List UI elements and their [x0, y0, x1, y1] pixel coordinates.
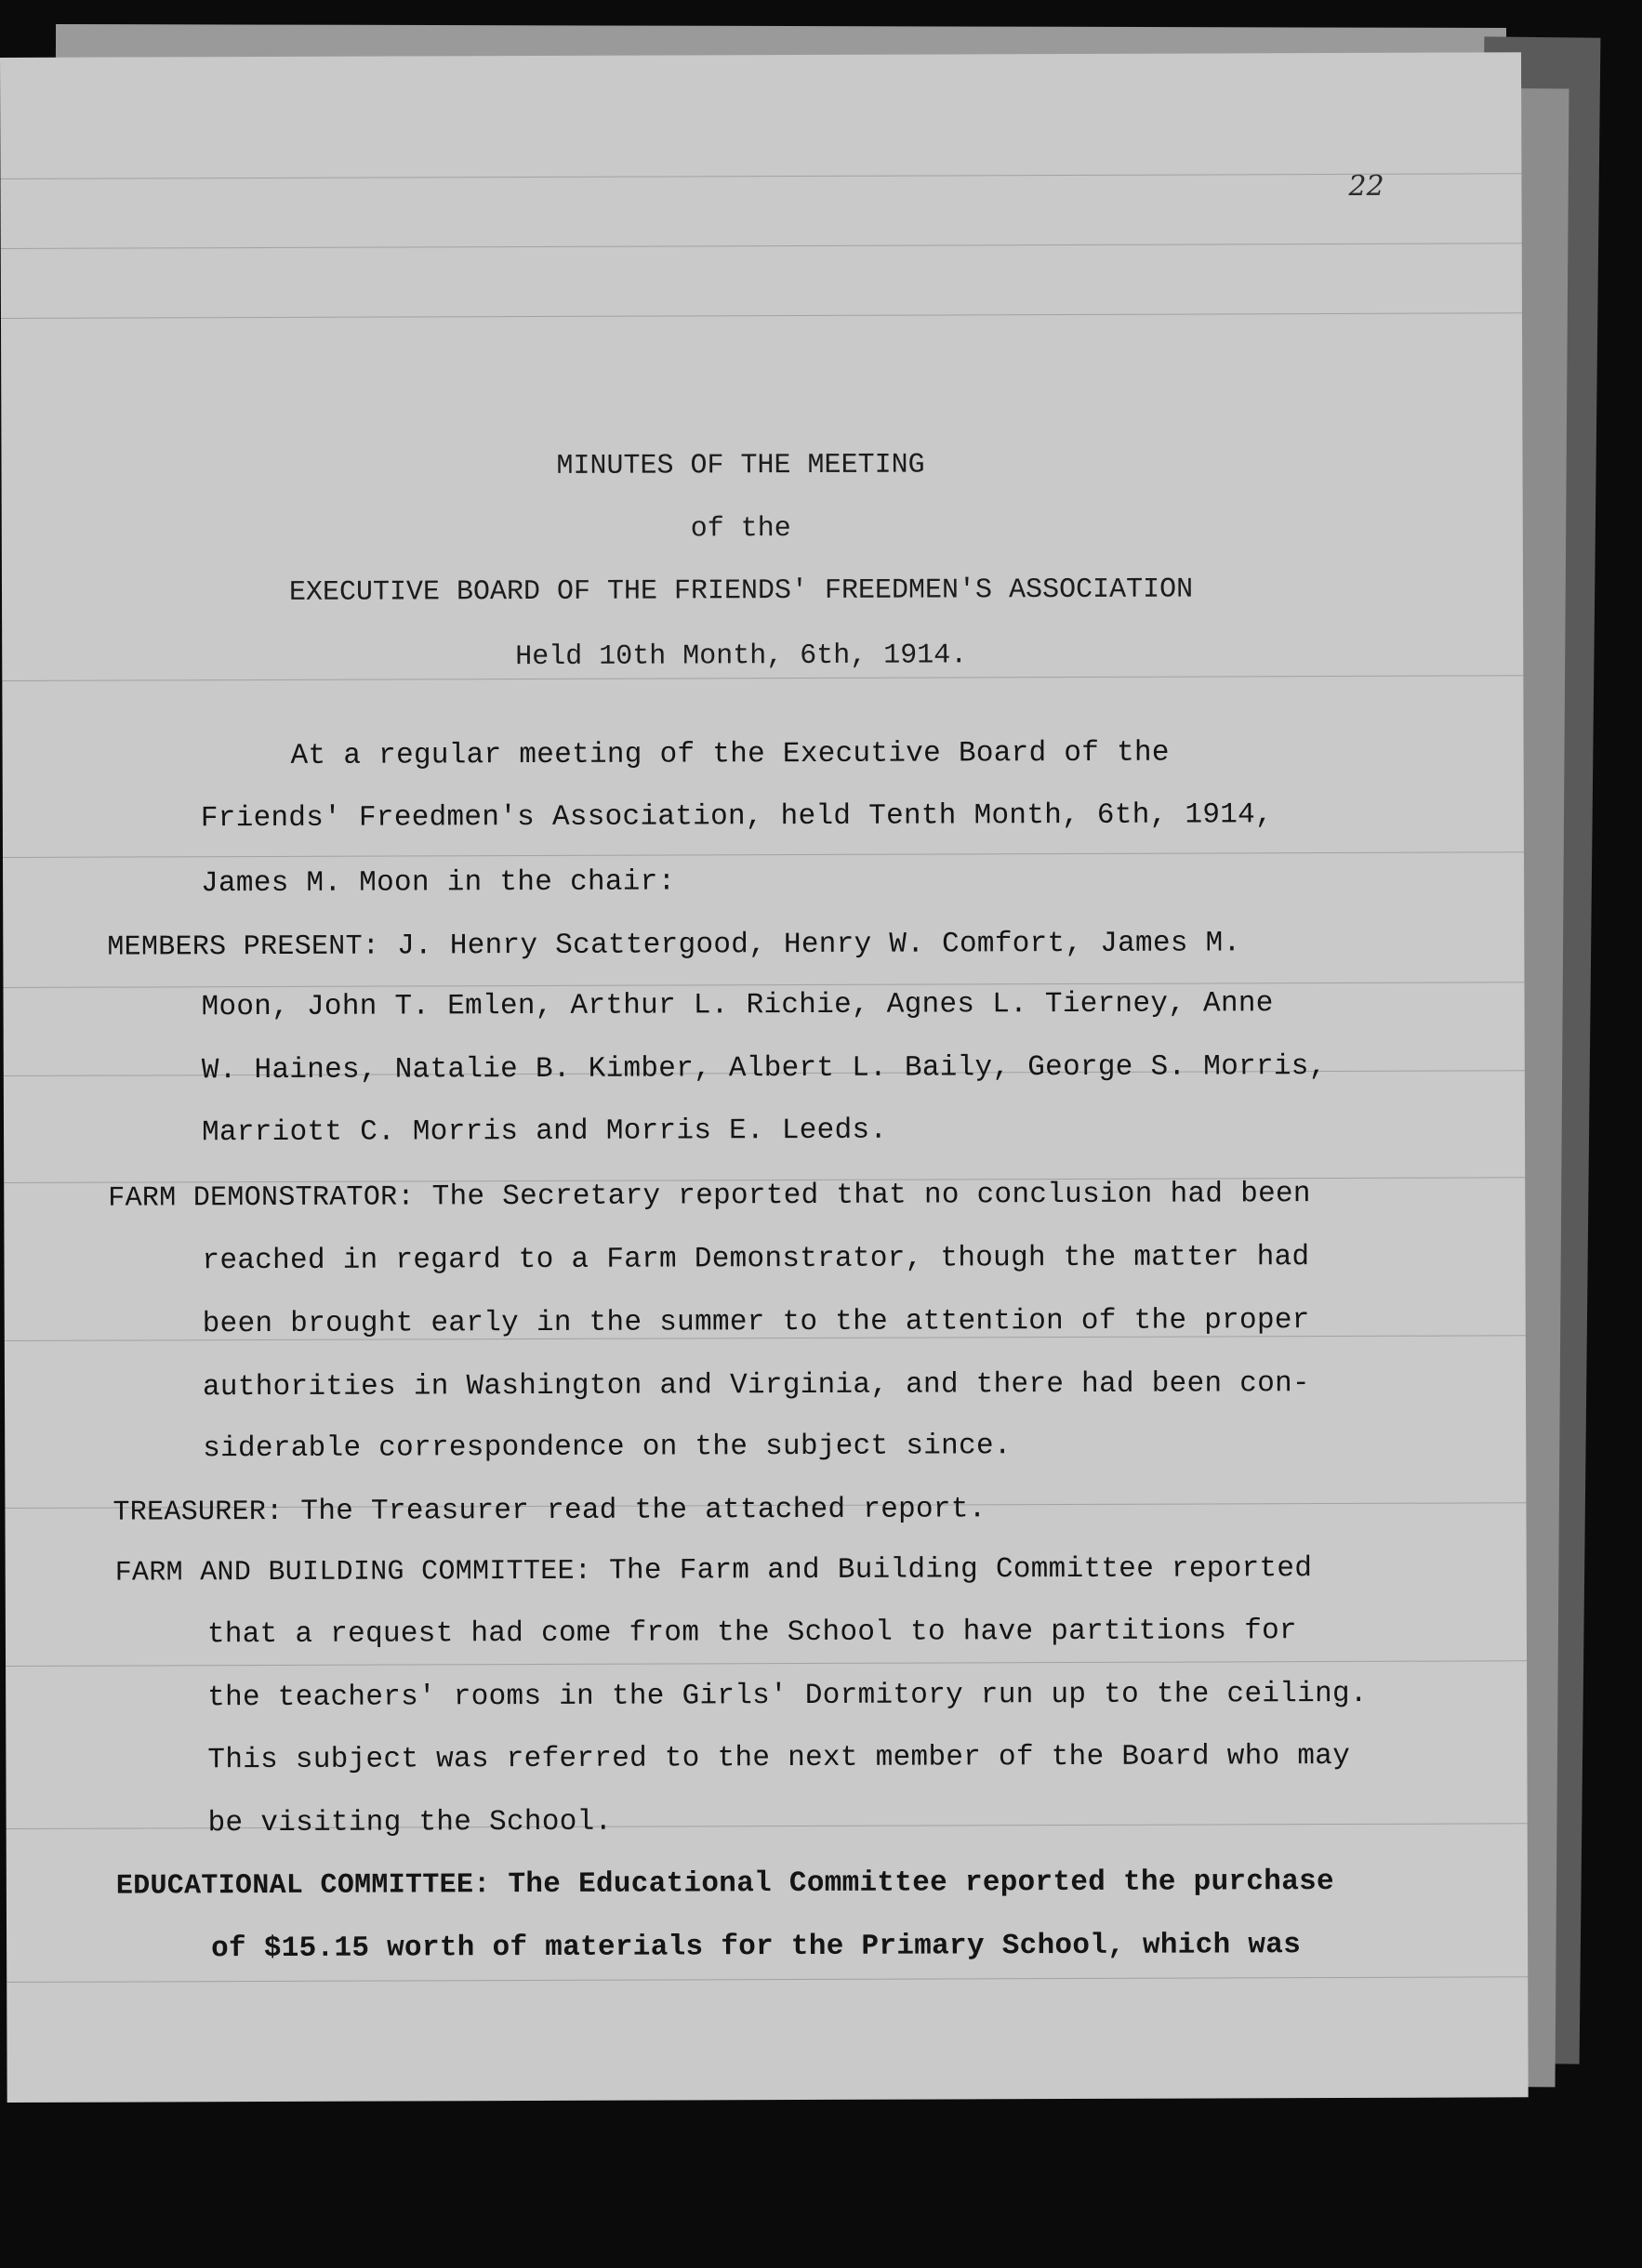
- page-number: 22: [1348, 169, 1384, 203]
- members-present-label: MEMBERS PRESENT:: [107, 930, 380, 964]
- farm-demonstrator-paragraph: [108, 1178, 1311, 1215]
- document-page: [0, 52, 1529, 2103]
- paper-rule: [1, 243, 1522, 249]
- farm-building-line: be visiting the School.: [207, 1805, 613, 1840]
- farm-building-line: that a request had come from the School to have partitions for: [206, 1615, 1297, 1652]
- intro-line: James M. Moon in the chair:: [201, 865, 676, 901]
- meeting-date: Held 10th Month, 6th, 1914.: [515, 640, 968, 674]
- treasurer-line: The Treasurer read the attached report.: [300, 1493, 987, 1528]
- farm-demonstrator-line: been brought early in the summer to the attention of the proper: [202, 1304, 1310, 1341]
- members-line: J. Henry Scattergood, Henry W. Comfort, James M.: [397, 927, 1241, 963]
- association-name: EXECUTIVE BOARD OF THE FRIENDS' FREEDMEN'S ASSOCIATION: [288, 574, 1194, 609]
- paper-rule: [1, 312, 1522, 319]
- minutes-subtitle: of the: [690, 513, 791, 546]
- paper-rule: [2, 675, 1523, 681]
- members-line: Moon, John T. Emlen, Arthur L. Richie, Agnes L. Tierney, Anne: [201, 987, 1274, 1024]
- farm-building-line: The Farm and Building Committee reported: [609, 1552, 1313, 1588]
- farm-building-paragraph: [115, 1552, 1313, 1589]
- members-line: W. Haines, Natalie B. Kimber, Albert L. Baily, George S. Morris,: [201, 1050, 1327, 1088]
- farm-demonstrator-line: authorities in Washington and Virginia, and there had been con-: [202, 1367, 1310, 1404]
- farm-building-line: the teachers' rooms in the Girls' Dormitory run up to the ceiling.: [207, 1677, 1368, 1715]
- paper-rule: [3, 982, 1524, 988]
- farm-building-line: This subject was referred to the next member of the Board who may: [207, 1739, 1351, 1777]
- minutes-title: MINUTES OF THE MEETING: [556, 449, 925, 482]
- intro-line: At a regular meeting of the Executive Board of the: [290, 736, 1170, 772]
- farm-building-label: FARM AND BUILDING COMMITTEE:: [114, 1555, 592, 1589]
- paper-rule: [7, 1976, 1528, 1983]
- members-line: Marriott C. Morris and Morris E. Leeds.: [201, 1114, 888, 1150]
- treasurer-paragraph: [113, 1493, 986, 1528]
- educational-line: of $15.15 worth of materials for the Primary School, which was: [211, 1929, 1302, 1966]
- treasurer-label: TREASURER:: [113, 1496, 284, 1529]
- members-present-paragraph: [107, 927, 1240, 963]
- intro-line: Friends' Freedmen's Association, held Tenth Month, 6th, 1914,: [200, 798, 1274, 836]
- paper-rule: [0, 173, 1521, 179]
- farm-demonstrator-line: siderable correspondence on the subject since.: [203, 1430, 1012, 1466]
- educational-label: EDUCATIONAL COMMITTEE:: [115, 1869, 491, 1903]
- educational-paragraph: [116, 1866, 1334, 1903]
- farm-demonstrator-line: The Secretary reported that no conclusion had been: [431, 1178, 1311, 1214]
- paper-rule: [6, 1660, 1527, 1667]
- paper-rule: [3, 851, 1524, 858]
- farm-demonstrator-line: reached in regard to a Farm Demonstrator, though the matter had: [202, 1241, 1310, 1278]
- educational-line: The Educational Committee reported the purchase: [508, 1866, 1334, 1902]
- farm-demonstrator-label: FARM DEMONSTRATOR:: [108, 1181, 415, 1215]
